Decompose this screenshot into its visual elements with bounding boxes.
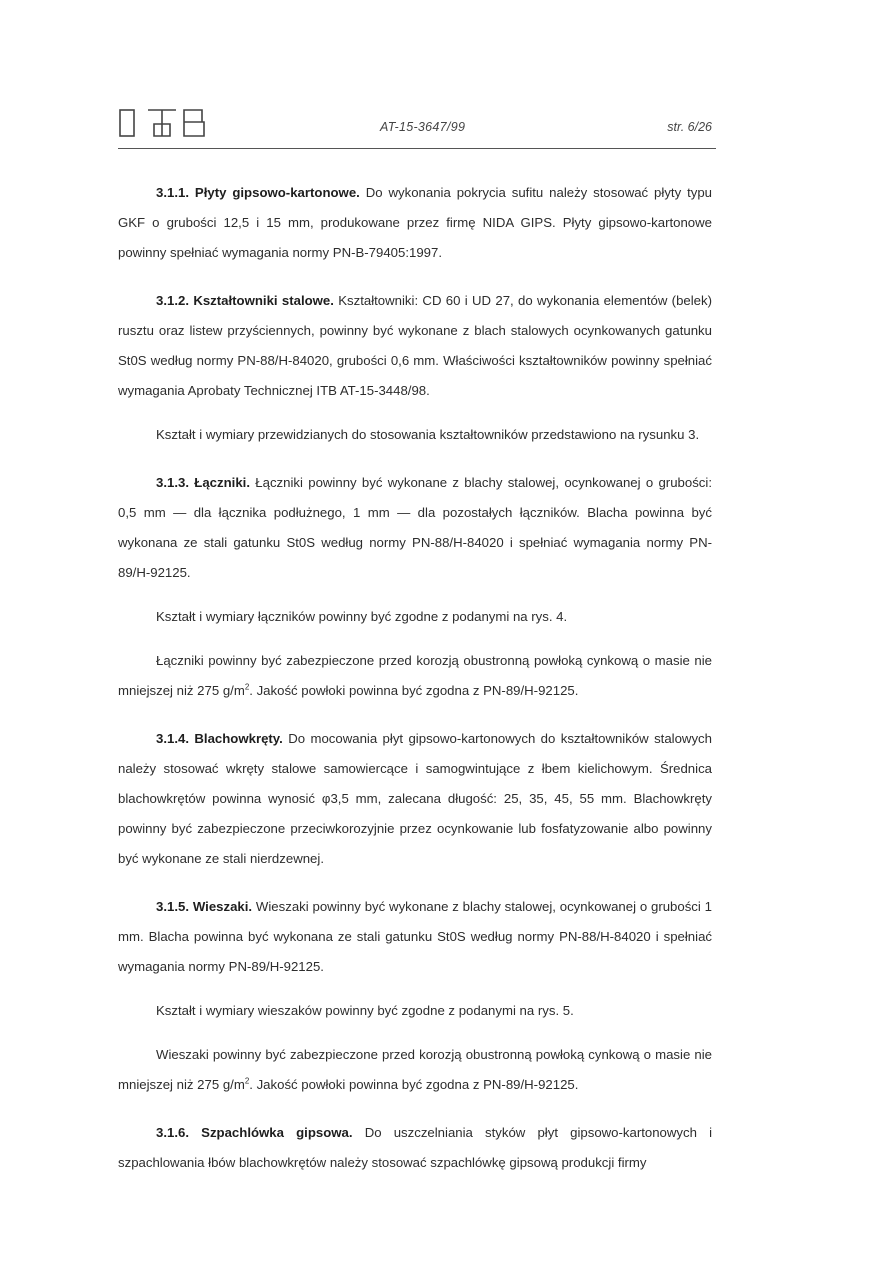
paragraph-text: . Jakość powłoki powinna być zgodna z PN-89/H-92125. bbox=[249, 683, 579, 698]
page-header bbox=[118, 108, 716, 152]
section-title: Szpachlówka gipsowa. bbox=[201, 1125, 353, 1140]
header-divider bbox=[118, 148, 716, 149]
section-number: 3.1.4. bbox=[156, 731, 189, 746]
paragraph: Kształt i wymiary łączników powinny być zgodne z podanymi na rys. 4. bbox=[156, 609, 568, 624]
page-number: str. 6/26 bbox=[667, 120, 712, 134]
section-number: 3.1.1. bbox=[156, 185, 189, 200]
section-title: Łączniki. bbox=[194, 475, 250, 490]
section-number: 3.1.5. bbox=[156, 899, 189, 914]
paragraph-text: Wieszaki powinny być zabezpieczone przed korozją obustronną powłoką cynkową o masie nie mniejszej niż 275 g/m bbox=[118, 1047, 712, 1092]
section-title: Kształtowniki stalowe. bbox=[193, 293, 334, 308]
itb-logo bbox=[118, 108, 206, 138]
paragraph bbox=[118, 646, 712, 706]
section-3-1-2 bbox=[118, 286, 712, 406]
section-3-1-6 bbox=[118, 1118, 712, 1178]
paragraph: Kształt i wymiary przewidzianych do stosowania kształtowników przedstawiono na rysunku 3. bbox=[156, 427, 700, 442]
paragraph: Kształt i wymiary wieszaków powinny być zgodne z podanymi na rys. 5. bbox=[156, 1003, 574, 1018]
section-number: 3.1.3. bbox=[156, 475, 189, 490]
section-3-1-3 bbox=[118, 468, 712, 588]
section-text: Do mocowania płyt gipsowo-kartonowych do kształtowników stalowych należy stosować wkręty stalowe samowiercące i samogwintujące z łbem kielichowym. Średnica blachowkrętów powinna wynosić φ3,5 mm, zalecana długość: 25, 35, 45, 55 mm. Blachowkręty powinny być zabezpieczone przeciwkorozyjnie przez ocynkowanie lub fosfatyzowanie albo powinny być wykonane ze stali nierdzewnej. bbox=[118, 731, 712, 866]
section-text: Łączniki powinny być wykonane z blachy stalowej, ocynkowanej o grubości: 0,5 mm — dla łącznika podłużnego, 1 mm — dla pozostałych łączników. Blacha powinna być wykonana ze stali gatunku St0S według normy PN-88/H-84020 i spełniać wymagania normy PN-89/H-92125. bbox=[118, 475, 712, 580]
section-number: 3.1.2. bbox=[156, 293, 189, 308]
section-text: Do uszczelniania styków płyt gipsowo-kartonowych i szpachlowania łbów blachowkrętów należy stosować szpachlówkę gipsową produkcji firmy bbox=[118, 1125, 713, 1170]
section-number: 3.1.6. bbox=[156, 1125, 189, 1140]
paragraph bbox=[118, 1040, 712, 1100]
paragraph-text: Łączniki powinny być zabezpieczone przed korozją obustronną powłoką cynkową o masie nie mniejszej niż 275 g/m bbox=[118, 653, 712, 698]
section-title: Płyty gipsowo-kartonowe. bbox=[194, 185, 360, 200]
section-3-1-1 bbox=[118, 178, 712, 268]
document-body bbox=[118, 178, 712, 1192]
section-text: Kształtowniki: CD 60 i UD 27, do wykonania elementów (belek) rusztu oraz listew przyściennych, powinny być wykonane z blach stalowych ocynkowanych gatunku St0S według normy PN-88/H-84020, grubości 0,6 mm. Właściwości kształtowników powinny spełniać wymagania Aprobaty Technicznej ITB AT-15-3448/98. bbox=[118, 293, 712, 398]
superscript: 2 bbox=[244, 682, 250, 692]
paragraph-text: . Jakość powłoki powinna być zgodna z PN-89/H-92125. bbox=[249, 1077, 579, 1092]
section-title: Wieszaki. bbox=[192, 899, 253, 914]
section-text: Do wykonania pokrycia sufitu należy stosować płyty typu GKF o grubości 12,5 i 15 mm, produkowane przez firmę NIDA GIPS. Płyty gipsowo-kartonowe powinny spełniać wymagania normy PN-B-79405:1997. bbox=[118, 185, 712, 260]
superscript: 2 bbox=[244, 1076, 250, 1086]
section-text: Wieszaki powinny być wykonane z blachy stalowej, ocynkowanej o grubości 1 mm. Blacha powinna być wykonana ze stali gatunku St0S według normy PN-88/H-84020 i spełniać wymagania normy PN-89/H-92125. bbox=[118, 899, 712, 974]
section-title: Blachowkręty. bbox=[194, 731, 283, 746]
section-3-1-4 bbox=[118, 724, 712, 874]
section-3-1-5 bbox=[118, 892, 712, 982]
document-number: AT-15-3647/99 bbox=[380, 120, 466, 134]
